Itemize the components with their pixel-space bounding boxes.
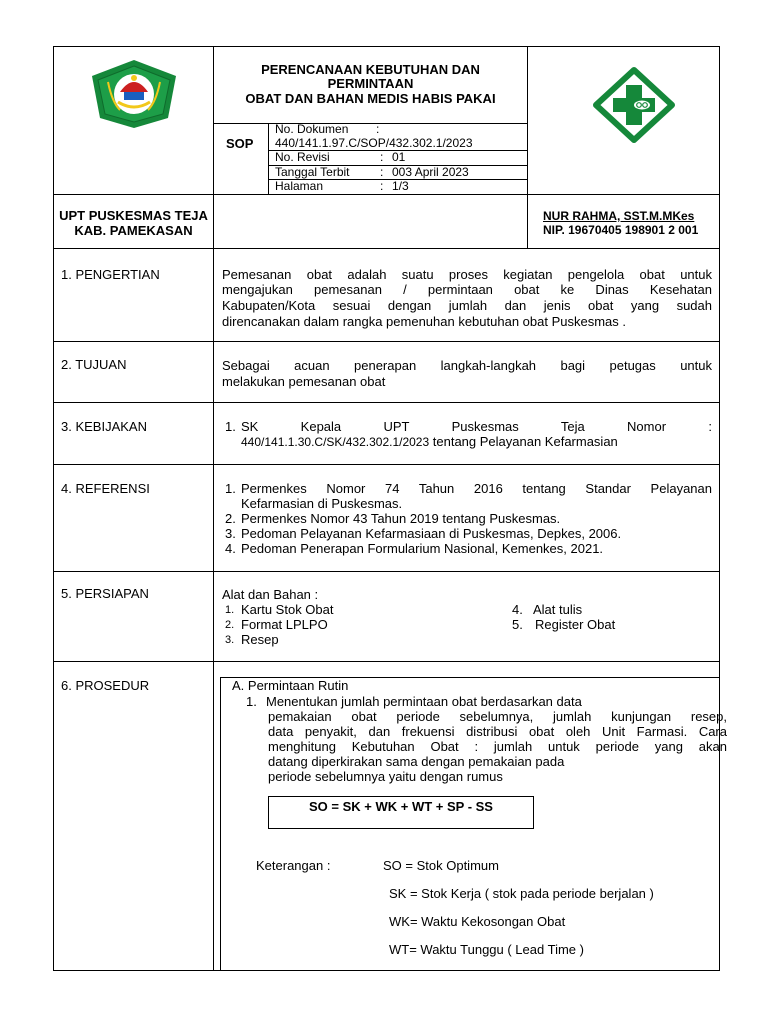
prosedur-sub-a: A. Permintaan Rutin <box>232 678 349 693</box>
kebijakan-line-2 <box>241 434 618 449</box>
persiapan-4-text: Alat tulis <box>533 602 583 617</box>
referensi-4-number: 4. <box>225 541 236 556</box>
pengertian-line-3: Kabupaten/Kota sesuai dengan jumlah dan jenis obat yang sudah <box>222 298 712 313</box>
emblem-icon <box>90 58 178 130</box>
revision-value: 01 <box>392 150 406 164</box>
doc-number-colon: : <box>376 122 380 136</box>
term-so: SO = Stok Optimum <box>383 858 499 873</box>
section-tujuan-label: 2. TUJUAN <box>61 357 127 372</box>
persiapan-2-text: Format LPLPO <box>241 617 328 632</box>
doc-number-label: No. Dokumen <box>275 122 349 136</box>
persiapan-5-number: 5. <box>512 617 523 632</box>
issue-date-colon: : <box>380 165 384 179</box>
tujuan-line-2: melakukan pemesanan obat <box>222 374 386 389</box>
section-kebijakan-label: 3. KEBIJAKAN <box>61 419 147 434</box>
formula-text: SO = SK + WK + WT + SP - SS <box>309 799 493 814</box>
kebijakan-line-1: SK Kepala UPT Puskesmas Teja Nomor : <box>241 419 712 434</box>
referensi-2-number: 2. <box>225 511 236 526</box>
title-line-1: PERENCANAAN KEBUTUHAN DAN <box>261 62 480 77</box>
section-prosedur-label: 6. PROSEDUR <box>61 678 150 693</box>
persiapan-1-text: Kartu Stok Obat <box>241 602 334 617</box>
persiapan-2-number: 2. <box>225 619 235 631</box>
persiapan-intro: Alat dan Bahan : <box>222 587 319 602</box>
term-wk: WK= Waktu Kekosongan Obat <box>389 914 566 929</box>
issue-date-label: Tanggal Terbit <box>275 165 350 179</box>
doc-number-value: 440/141.1.97.C/SOP/432.302.1/2023 <box>275 136 473 150</box>
referensi-1-line-1: Permenkes Nomor 74 Tahun 2016 tentang Standar Pelayanan <box>241 481 712 496</box>
persiapan-3-number: 3. <box>225 634 235 646</box>
formula-box <box>268 796 534 829</box>
signer-nip: NIP. 19670405 198901 2 001 <box>543 223 699 237</box>
revision-label: No. Revisi <box>275 150 330 164</box>
referensi-1-line-2: Kefarmasian di Puskesmas. <box>241 496 403 511</box>
tujuan-line-1: Sebagai acuan penerapan langkah-langkah bagi petugas untuk <box>222 358 712 373</box>
term-sk: SK = Stok Kerja ( stok pada periode berjalan ) <box>389 886 654 901</box>
persiapan-1-number: 1. <box>225 604 235 616</box>
pengertian-line-4: direncanakan dalam rangka pemenuhan kebutuhan obat Puskesmas . <box>222 314 626 329</box>
kebijakan-sk-code: 440/141.1.30.C/SK/432.302.1/2023 <box>241 435 430 449</box>
page-value: 1/3 <box>392 179 409 193</box>
kabupaten-logo <box>90 58 178 130</box>
page-colon: : <box>380 179 384 193</box>
pengertian-line-1: Pemesanan obat adalah suatu proses kegiatan pengelola obat untuk <box>222 267 712 282</box>
prosedur-line-6: periode sebelumnya yaitu dengan rumus <box>268 769 503 784</box>
prosedur-line-5: datang diperkirakan sama dengan pemakaian pada <box>268 754 565 769</box>
signer-name: NUR RAHMA, SST.M.MKes <box>543 209 695 223</box>
referensi-2-text: Permenkes Nomor 43 Tahun 2019 tentang Puskesmas. <box>241 511 561 526</box>
prosedur-step-number: 1. <box>246 694 257 709</box>
persiapan-3-text: Resep <box>241 632 279 647</box>
kebijakan-sk-title: tentang Pelayanan Kefarmasian <box>429 434 618 449</box>
revision-colon: : <box>380 150 384 164</box>
referensi-3-number: 3. <box>225 526 236 541</box>
prosedur-line-3: data penyakit, dan frekuensi distribusi obat oleh Unit Farmasi. Cara <box>268 724 727 739</box>
puskesmas-logo <box>593 67 675 143</box>
prosedur-line-1: Menentukan jumlah permintaan obat berdasarkan data <box>266 694 582 709</box>
kebijakan-number: 1. <box>225 419 236 434</box>
prosedur-line-4: menghitung Kebutuhan Obat : jumlah untuk periode yang akan <box>268 739 727 754</box>
referensi-1-number: 1. <box>225 481 236 496</box>
section-persiapan-label: 5. PERSIAPAN <box>61 586 149 601</box>
institution-line-2: KAB. PAMEKASAN <box>74 223 193 238</box>
puskesmas-cross-icon <box>593 67 675 143</box>
referensi-3-text: Pedoman Pelayanan Kefarmasiaan di Puskesmas, Depkes, 2006. <box>241 526 622 541</box>
page-label: Halaman <box>275 179 324 193</box>
section-referensi-label: 4. REFERENSI <box>61 481 150 496</box>
title-line-3: OBAT DAN BAHAN MEDIS HABIS PAKAI <box>245 91 496 106</box>
persiapan-4-number: 4. <box>512 602 523 617</box>
section-pengertian-label: 1. PENGERTIAN <box>61 267 160 282</box>
referensi-4-text: Pedoman Penerapan Formularium Nasional, Kemenkes, 2021. <box>241 541 604 556</box>
pengertian-line-2: mengajukan pemesanan / permintaan obat ke Dinas Kesehatan <box>222 282 712 297</box>
sop-label: SOP <box>226 136 254 151</box>
prosedur-line-2: pemakaian obat periode sebelumnya, jumlah kunjungan resep, <box>268 709 727 724</box>
keterangan-label: Keterangan : <box>256 858 331 873</box>
issue-date-value: 003 April 2023 <box>392 165 469 179</box>
title-line-2: PERMINTAAN <box>327 76 414 91</box>
term-wt: WT= Waktu Tunggu ( Lead Time ) <box>389 942 584 957</box>
institution-line-1: UPT PUSKESMAS TEJA <box>59 208 208 223</box>
persiapan-5-text: Register Obat <box>535 617 616 632</box>
